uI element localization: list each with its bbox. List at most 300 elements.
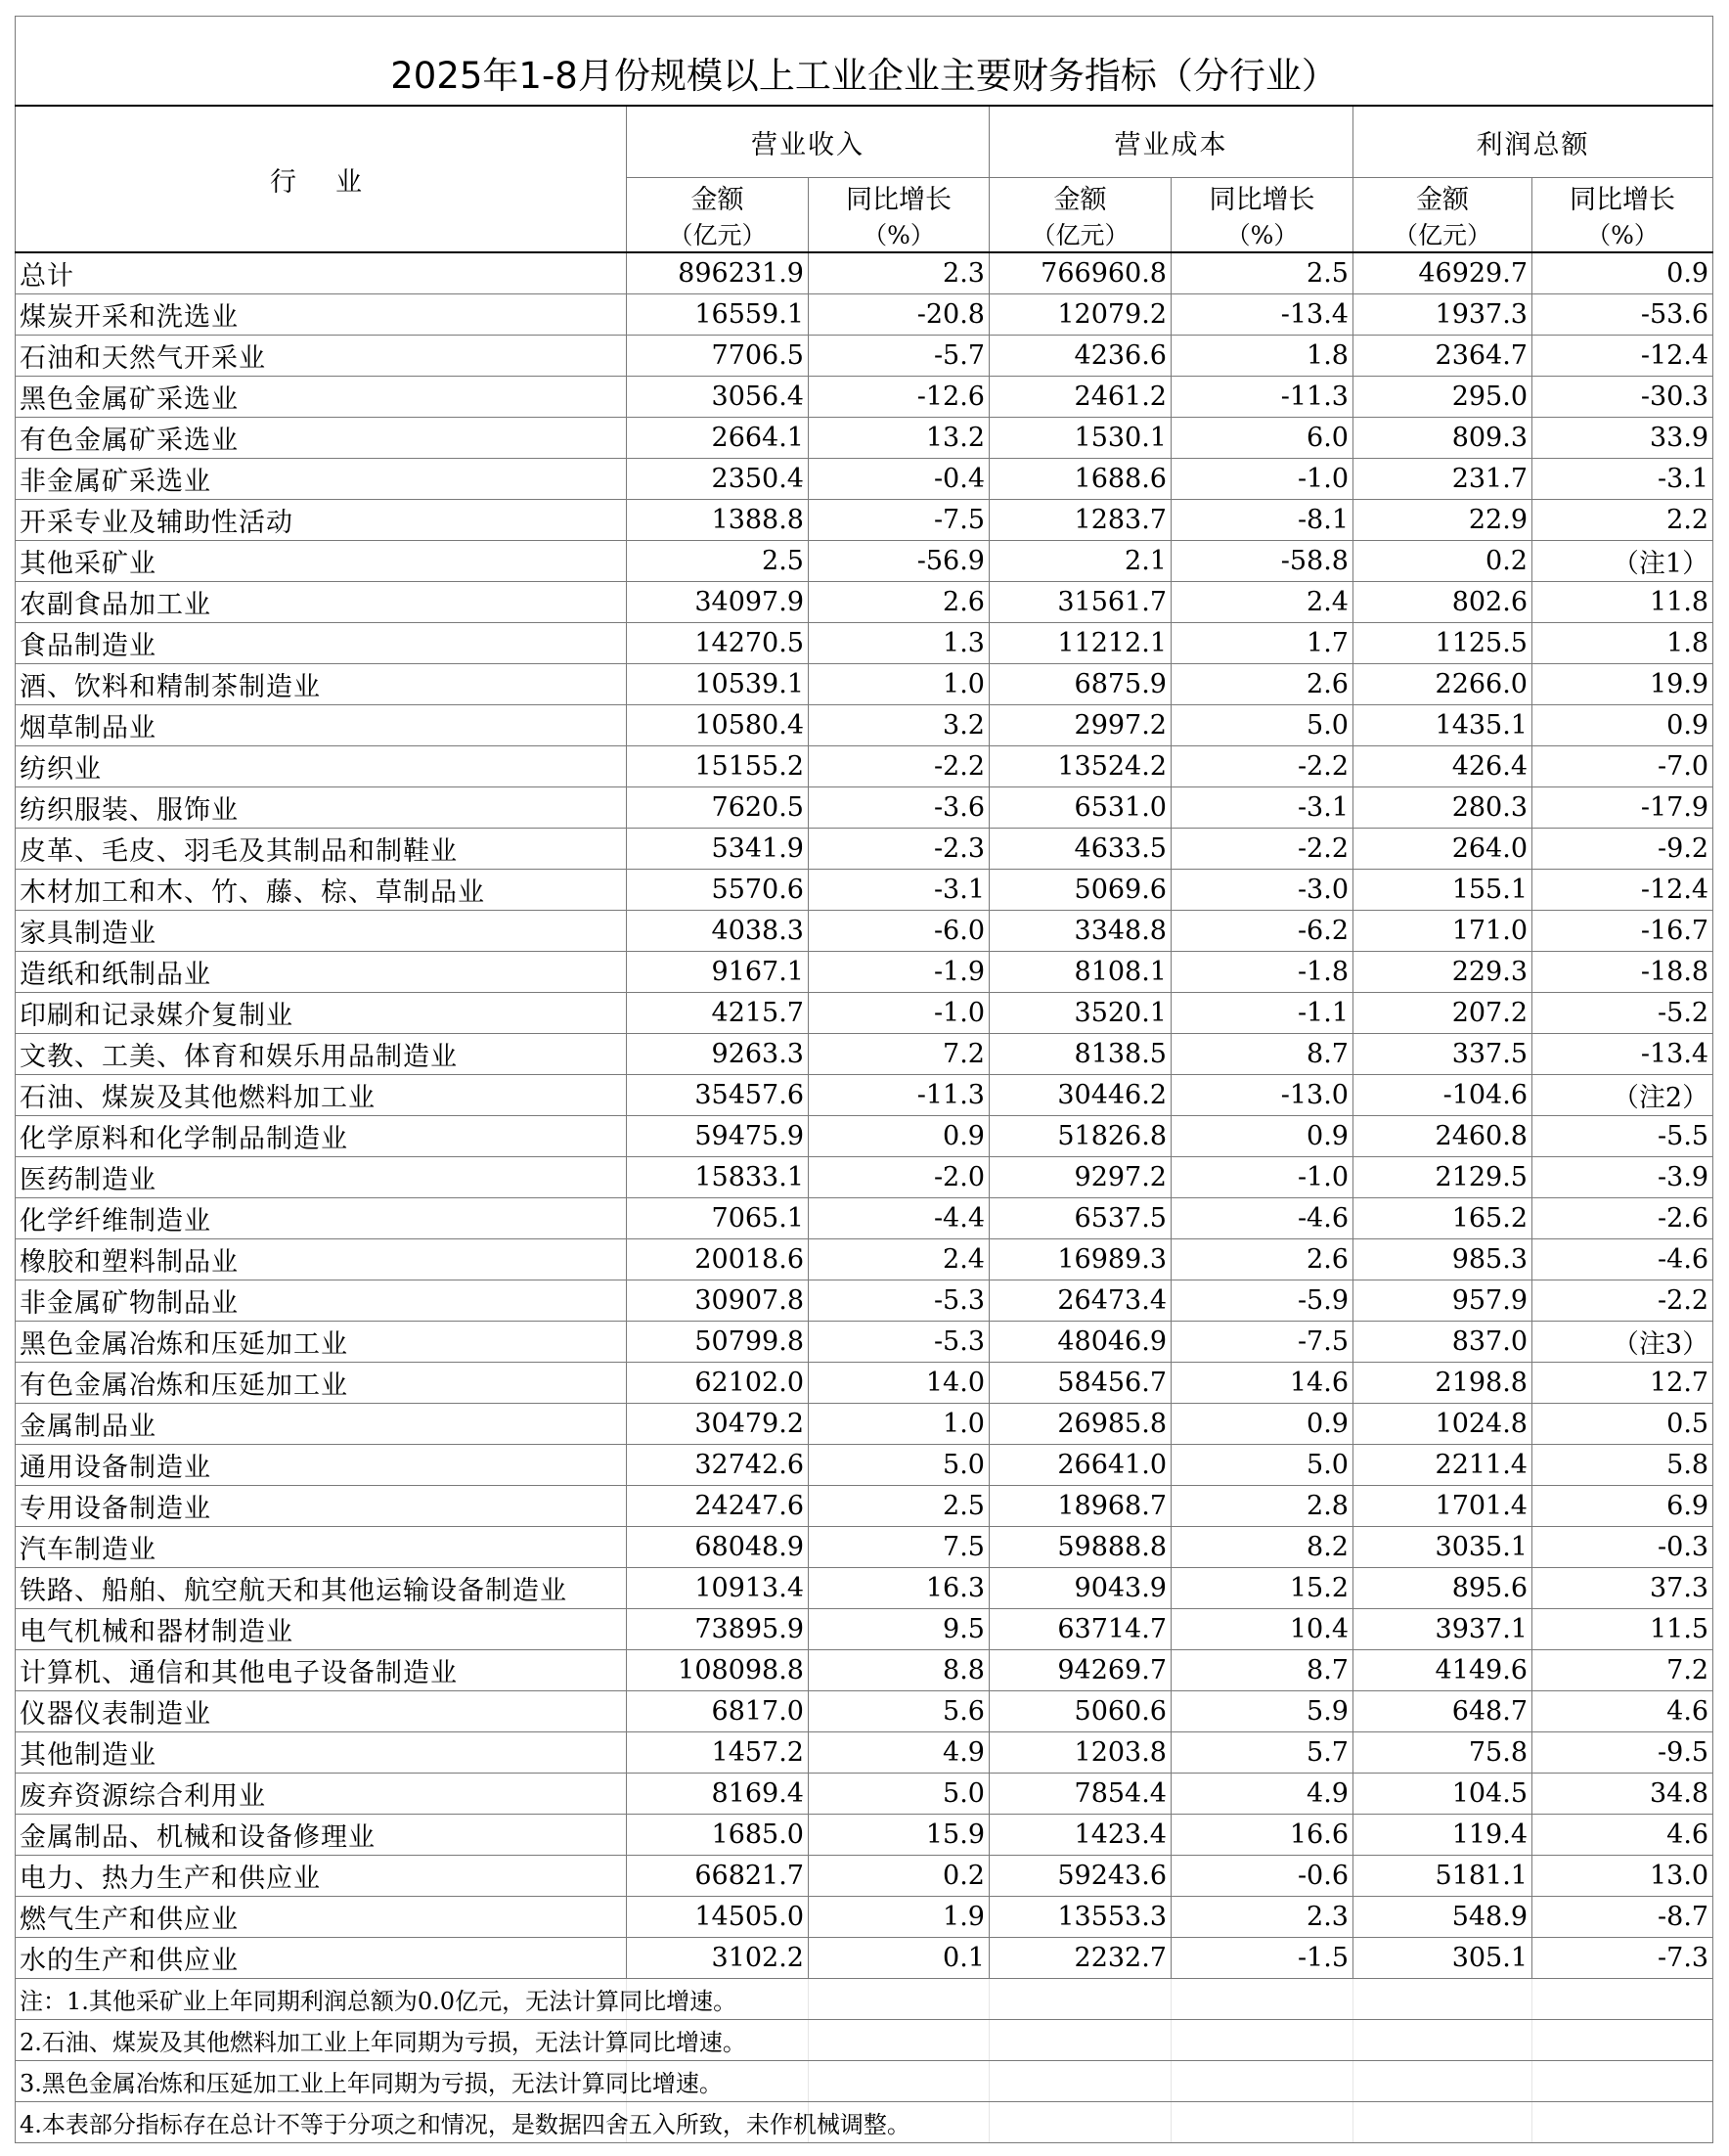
profit-growth-cell: 6.9 (1532, 1486, 1713, 1527)
revenue-amount-cell: 59475.9 (627, 1116, 809, 1157)
table-row (16, 582, 1713, 623)
profit-growth-cell: -12.4 (1532, 336, 1713, 377)
industry-name-cell: 食品制造业 (16, 623, 627, 664)
revenue-growth-cell: 5.0 (809, 1445, 990, 1486)
revenue-growth-cell: 1.9 (809, 1897, 990, 1938)
note-filler (990, 2061, 1172, 2102)
cost-amount-cell: 16989.3 (990, 1239, 1172, 1280)
industry-name-cell: 农副食品加工业 (16, 582, 627, 623)
revenue-growth-cell: -11.3 (809, 1075, 990, 1116)
header-unit: （亿元） (627, 216, 809, 252)
profit-growth-cell: -8.7 (1532, 1897, 1713, 1938)
table-row (16, 1527, 1713, 1568)
table-row (16, 705, 1713, 746)
industry-name-cell: 计算机、通信和其他电子设备制造业 (16, 1650, 627, 1691)
header-unit: （亿元） (1353, 216, 1532, 252)
profit-growth-cell: 12.7 (1532, 1363, 1713, 1404)
header-sub-growth: 同比增长 (809, 178, 990, 217)
note-filler (1532, 2020, 1713, 2061)
profit-growth-cell: -9.5 (1532, 1732, 1713, 1774)
profit-amount-cell: 264.0 (1353, 829, 1532, 870)
note-row (16, 2020, 1713, 2061)
revenue-amount-cell: 5570.6 (627, 870, 809, 911)
cost-growth-cell: 8.7 (1172, 1034, 1353, 1075)
table-row (16, 336, 1713, 377)
cost-amount-cell: 48046.9 (990, 1322, 1172, 1363)
industry-name-cell: 文教、工美、体育和娱乐用品制造业 (16, 1034, 627, 1075)
cost-amount-cell: 1203.8 (990, 1732, 1172, 1774)
profit-amount-cell: 165.2 (1353, 1198, 1532, 1239)
profit-growth-cell: 5.8 (1532, 1445, 1713, 1486)
revenue-growth-cell: 1.0 (809, 1404, 990, 1445)
header-cost: 营业成本 (990, 106, 1353, 178)
header-revenue: 营业收入 (627, 106, 990, 178)
profit-amount-cell: 231.7 (1353, 459, 1532, 500)
header-sub-growth: 同比增长 (1532, 178, 1713, 217)
note-text: 注：1.其他采矿业上年同期利润总额为0.0亿元，无法计算同比增速。 (16, 1979, 627, 2020)
cost-growth-cell: -1.8 (1172, 952, 1353, 993)
cost-growth-cell: 0.9 (1172, 1116, 1353, 1157)
industry-name-cell: 非金属矿采选业 (16, 459, 627, 500)
revenue-amount-cell: 896231.9 (627, 252, 809, 294)
cost-amount-cell: 6875.9 (990, 664, 1172, 705)
revenue-amount-cell: 9263.3 (627, 1034, 809, 1075)
profit-growth-cell: -0.3 (1532, 1527, 1713, 1568)
revenue-amount-cell: 15155.2 (627, 746, 809, 787)
table-row (16, 1650, 1713, 1691)
table-row (16, 952, 1713, 993)
revenue-growth-cell: -2.3 (809, 829, 990, 870)
cost-amount-cell: 63714.7 (990, 1609, 1172, 1650)
profit-growth-cell: 0.9 (1532, 705, 1713, 746)
revenue-amount-cell: 108098.8 (627, 1650, 809, 1691)
revenue-amount-cell: 30907.8 (627, 1280, 809, 1322)
profit-amount-cell: 2211.4 (1353, 1445, 1532, 1486)
profit-growth-cell: -53.6 (1532, 294, 1713, 336)
revenue-amount-cell: 4038.3 (627, 911, 809, 952)
industry-name-cell: 皮革、毛皮、羽毛及其制品和制鞋业 (16, 829, 627, 870)
note-filler (1532, 1979, 1713, 2020)
industry-name-cell: 黑色金属矿采选业 (16, 377, 627, 418)
table-row (16, 1815, 1713, 1856)
profit-growth-cell: 7.2 (1532, 1650, 1713, 1691)
cost-growth-cell: -1.0 (1172, 459, 1353, 500)
profit-growth-cell: （注1） (1532, 541, 1713, 582)
profit-growth-cell: 13.0 (1532, 1856, 1713, 1897)
revenue-growth-cell: 5.0 (809, 1774, 990, 1815)
note-filler (1172, 2061, 1353, 2102)
cost-amount-cell: 58456.7 (990, 1363, 1172, 1404)
profit-amount-cell: 280.3 (1353, 787, 1532, 829)
cost-growth-cell: 8.7 (1172, 1650, 1353, 1691)
profit-amount-cell: 648.7 (1353, 1691, 1532, 1732)
profit-growth-cell: -3.9 (1532, 1157, 1713, 1198)
industry-name-cell: 纺织服装、服饰业 (16, 787, 627, 829)
cost-amount-cell: 7854.4 (990, 1774, 1172, 1815)
revenue-amount-cell: 35457.6 (627, 1075, 809, 1116)
note-filler (1532, 2061, 1713, 2102)
note-filler (1353, 1979, 1532, 2020)
profit-growth-cell: （注3） (1532, 1322, 1713, 1363)
header-sub-amount: 金额 (627, 178, 809, 217)
profit-amount-cell: 837.0 (1353, 1322, 1532, 1363)
header-unit: （%） (1532, 216, 1713, 252)
revenue-amount-cell: 9167.1 (627, 952, 809, 993)
cost-amount-cell: 2997.2 (990, 705, 1172, 746)
revenue-amount-cell: 1388.8 (627, 500, 809, 541)
revenue-growth-cell: 0.2 (809, 1856, 990, 1897)
revenue-growth-cell: 4.9 (809, 1732, 990, 1774)
table-row (16, 911, 1713, 952)
revenue-amount-cell: 7706.5 (627, 336, 809, 377)
cost-amount-cell: 3520.1 (990, 993, 1172, 1034)
revenue-growth-cell: -1.9 (809, 952, 990, 993)
cost-growth-cell: -3.0 (1172, 870, 1353, 911)
revenue-amount-cell: 50799.8 (627, 1322, 809, 1363)
table-row (16, 252, 1713, 294)
industry-name-cell: 金属制品业 (16, 1404, 627, 1445)
revenue-amount-cell: 34097.9 (627, 582, 809, 623)
table-row (16, 623, 1713, 664)
revenue-growth-cell: 3.2 (809, 705, 990, 746)
profit-growth-cell: -30.3 (1532, 377, 1713, 418)
cost-growth-cell: -1.0 (1172, 1157, 1353, 1198)
cost-amount-cell: 13553.3 (990, 1897, 1172, 1938)
revenue-amount-cell: 2664.1 (627, 418, 809, 459)
cost-amount-cell: 31561.7 (990, 582, 1172, 623)
cost-growth-cell: -0.6 (1172, 1856, 1353, 1897)
cost-amount-cell: 94269.7 (990, 1650, 1172, 1691)
table-row (16, 1897, 1713, 1938)
cost-growth-cell: 2.8 (1172, 1486, 1353, 1527)
cost-amount-cell: 6531.0 (990, 787, 1172, 829)
cost-growth-cell: -6.2 (1172, 911, 1353, 952)
profit-amount-cell: 2364.7 (1353, 336, 1532, 377)
profit-amount-cell: 3035.1 (1353, 1527, 1532, 1568)
revenue-growth-cell: 2.5 (809, 1486, 990, 1527)
industry-name-cell: 其他制造业 (16, 1732, 627, 1774)
profit-growth-cell: 0.5 (1532, 1404, 1713, 1445)
cost-amount-cell: 9043.9 (990, 1568, 1172, 1609)
industry-name-cell: 化学纤维制造业 (16, 1198, 627, 1239)
profit-growth-cell: -2.6 (1532, 1198, 1713, 1239)
table-title: 2025年1-8月份规模以上工业企业主要财务指标（分行业） (16, 17, 1713, 107)
industry-name-cell: 石油和天然气开采业 (16, 336, 627, 377)
profit-amount-cell: 171.0 (1353, 911, 1532, 952)
revenue-growth-cell: -1.0 (809, 993, 990, 1034)
table-row (16, 1938, 1713, 1979)
cost-growth-cell: 6.0 (1172, 418, 1353, 459)
header-unit: （%） (809, 216, 990, 252)
profit-growth-cell: -3.1 (1532, 459, 1713, 500)
industry-name-cell: 其他采矿业 (16, 541, 627, 582)
header-profit: 利润总额 (1353, 106, 1713, 178)
revenue-amount-cell: 2350.4 (627, 459, 809, 500)
industry-name-cell: 电气机械和器材制造业 (16, 1609, 627, 1650)
table-row (16, 829, 1713, 870)
industry-name-cell: 开采专业及辅助性活动 (16, 500, 627, 541)
financial-indicators-sheet (15, 16, 1712, 2143)
profit-growth-cell: 34.8 (1532, 1774, 1713, 1815)
industry-name-cell: 非金属矿物制品业 (16, 1280, 627, 1322)
table-row (16, 1075, 1713, 1116)
cost-growth-cell: 1.8 (1172, 336, 1353, 377)
cost-amount-cell: 1283.7 (990, 500, 1172, 541)
industry-name-cell: 通用设备制造业 (16, 1445, 627, 1486)
industry-name-cell: 有色金属冶炼和压延加工业 (16, 1363, 627, 1404)
profit-amount-cell: 207.2 (1353, 993, 1532, 1034)
revenue-amount-cell: 15833.1 (627, 1157, 809, 1198)
note-row (16, 2061, 1713, 2102)
table-row (16, 1034, 1713, 1075)
revenue-growth-cell: 8.8 (809, 1650, 990, 1691)
cost-growth-cell: 5.0 (1172, 705, 1353, 746)
revenue-growth-cell: -12.6 (809, 377, 990, 418)
revenue-growth-cell: 13.2 (809, 418, 990, 459)
note-filler (990, 1979, 1172, 2020)
cost-growth-cell: 14.6 (1172, 1363, 1353, 1404)
revenue-growth-cell: 2.3 (809, 252, 990, 294)
cost-amount-cell: 4236.6 (990, 336, 1172, 377)
industry-name-cell: 木材加工和木、竹、藤、棕、草制品业 (16, 870, 627, 911)
note-filler (1353, 2061, 1532, 2102)
cost-amount-cell: 18968.7 (990, 1486, 1172, 1527)
cost-growth-cell: -13.4 (1172, 294, 1353, 336)
cost-amount-cell: 8108.1 (990, 952, 1172, 993)
industry-name-cell: 造纸和纸制品业 (16, 952, 627, 993)
revenue-growth-cell: 14.0 (809, 1363, 990, 1404)
table-row (16, 746, 1713, 787)
industry-name-cell: 专用设备制造业 (16, 1486, 627, 1527)
profit-growth-cell: 33.9 (1532, 418, 1713, 459)
revenue-growth-cell: 2.6 (809, 582, 990, 623)
cost-growth-cell: -11.3 (1172, 377, 1353, 418)
revenue-growth-cell: 15.9 (809, 1815, 990, 1856)
table-row (16, 1486, 1713, 1527)
cost-growth-cell: 5.7 (1172, 1732, 1353, 1774)
cost-growth-cell: -2.2 (1172, 829, 1353, 870)
revenue-growth-cell: -3.6 (809, 787, 990, 829)
revenue-amount-cell: 6817.0 (627, 1691, 809, 1732)
table-row (16, 787, 1713, 829)
cost-growth-cell: 1.7 (1172, 623, 1353, 664)
note-filler (1353, 2020, 1532, 2061)
profit-growth-cell: -5.5 (1532, 1116, 1713, 1157)
cost-growth-cell: -4.6 (1172, 1198, 1353, 1239)
cost-amount-cell: 5069.6 (990, 870, 1172, 911)
profit-growth-cell: 4.6 (1532, 1691, 1713, 1732)
note-filler (1353, 2102, 1532, 2143)
profit-growth-cell: 19.9 (1532, 664, 1713, 705)
revenue-amount-cell: 1685.0 (627, 1815, 809, 1856)
revenue-amount-cell: 2.5 (627, 541, 809, 582)
table-row (16, 1856, 1713, 1897)
cost-amount-cell: 26641.0 (990, 1445, 1172, 1486)
note-filler (1172, 2020, 1353, 2061)
cost-growth-cell: 2.4 (1172, 582, 1353, 623)
cost-growth-cell: 2.6 (1172, 664, 1353, 705)
table-row (16, 1280, 1713, 1322)
industry-name-cell: 纺织业 (16, 746, 627, 787)
profit-amount-cell: 1125.5 (1353, 623, 1532, 664)
industry-name-cell: 金属制品、机械和设备修理业 (16, 1815, 627, 1856)
revenue-amount-cell: 66821.7 (627, 1856, 809, 1897)
note-filler (1172, 2102, 1353, 2143)
profit-amount-cell: 46929.7 (1353, 252, 1532, 294)
cost-growth-cell: -7.5 (1172, 1322, 1353, 1363)
profit-growth-cell: 4.6 (1532, 1815, 1713, 1856)
cost-growth-cell: 15.2 (1172, 1568, 1353, 1609)
table-row (16, 1568, 1713, 1609)
cost-growth-cell: 2.5 (1172, 252, 1353, 294)
cost-amount-cell: 30446.2 (990, 1075, 1172, 1116)
cost-amount-cell: 59243.6 (990, 1856, 1172, 1897)
profit-growth-cell: -5.2 (1532, 993, 1713, 1034)
revenue-growth-cell: 1.0 (809, 664, 990, 705)
table-row (16, 1774, 1713, 1815)
cost-growth-cell: 2.3 (1172, 1897, 1353, 1938)
profit-growth-cell: （注2） (1532, 1075, 1713, 1116)
note-text: 4.本表部分指标存在总计不等于分项之和情况，是数据四舍五入所致，未作机械调整。 (16, 2102, 627, 2143)
cost-amount-cell: 4633.5 (990, 829, 1172, 870)
profit-amount-cell: 119.4 (1353, 1815, 1532, 1856)
profit-amount-cell: 3937.1 (1353, 1609, 1532, 1650)
header-unit: （亿元） (990, 216, 1172, 252)
profit-amount-cell: 1937.3 (1353, 294, 1532, 336)
revenue-growth-cell: 16.3 (809, 1568, 990, 1609)
profit-growth-cell: 2.2 (1532, 500, 1713, 541)
note-filler (990, 2020, 1172, 2061)
table-row (16, 1322, 1713, 1363)
note-filler (990, 2102, 1172, 2143)
note-text: 2.石油、煤炭及其他燃料加工业上年同期为亏损，无法计算同比增速。 (16, 2020, 627, 2061)
note-filler (809, 2020, 990, 2061)
profit-amount-cell: 1435.1 (1353, 705, 1532, 746)
profit-amount-cell: 2460.8 (1353, 1116, 1532, 1157)
industry-name-cell: 煤炭开采和洗选业 (16, 294, 627, 336)
profit-amount-cell: 22.9 (1353, 500, 1532, 541)
cost-amount-cell: 2461.2 (990, 377, 1172, 418)
cost-growth-cell: 0.9 (1172, 1404, 1353, 1445)
profit-amount-cell: 1024.8 (1353, 1404, 1532, 1445)
revenue-amount-cell: 10580.4 (627, 705, 809, 746)
revenue-amount-cell: 20018.6 (627, 1239, 809, 1280)
profit-amount-cell: 305.1 (1353, 1938, 1532, 1979)
table-row (16, 1732, 1713, 1774)
profit-amount-cell: -104.6 (1353, 1075, 1532, 1116)
profit-amount-cell: 895.6 (1353, 1568, 1532, 1609)
revenue-growth-cell: -2.0 (809, 1157, 990, 1198)
profit-amount-cell: 2266.0 (1353, 664, 1532, 705)
table-row (16, 1157, 1713, 1198)
revenue-amount-cell: 3056.4 (627, 377, 809, 418)
industry-name-cell: 印刷和记录媒介复制业 (16, 993, 627, 1034)
profit-growth-cell: -17.9 (1532, 787, 1713, 829)
cost-amount-cell: 6537.5 (990, 1198, 1172, 1239)
industry-name-cell: 燃气生产和供应业 (16, 1897, 627, 1938)
profit-growth-cell: -18.8 (1532, 952, 1713, 993)
revenue-amount-cell: 14270.5 (627, 623, 809, 664)
revenue-amount-cell: 3102.2 (627, 1938, 809, 1979)
profit-growth-cell: -7.3 (1532, 1938, 1713, 1979)
profit-growth-cell: 0.9 (1532, 252, 1713, 294)
revenue-growth-cell: -56.9 (809, 541, 990, 582)
table-row (16, 1691, 1713, 1732)
profit-amount-cell: 802.6 (1353, 582, 1532, 623)
revenue-amount-cell: 24247.6 (627, 1486, 809, 1527)
cost-growth-cell: -5.9 (1172, 1280, 1353, 1322)
profit-growth-cell: -16.7 (1532, 911, 1713, 952)
profit-amount-cell: 155.1 (1353, 870, 1532, 911)
cost-growth-cell: 2.6 (1172, 1239, 1353, 1280)
table-row (16, 1198, 1713, 1239)
note-row (16, 1979, 1713, 2020)
cost-growth-cell: -13.0 (1172, 1075, 1353, 1116)
industry-name-cell: 石油、煤炭及其他燃料加工业 (16, 1075, 627, 1116)
financial-table (15, 16, 1713, 2143)
revenue-amount-cell: 7620.5 (627, 787, 809, 829)
cost-growth-cell: -1.5 (1172, 1938, 1353, 1979)
table-row (16, 459, 1713, 500)
cost-growth-cell: -1.1 (1172, 993, 1353, 1034)
note-filler (1532, 2102, 1713, 2143)
profit-growth-cell: 37.3 (1532, 1568, 1713, 1609)
industry-name-cell: 电力、热力生产和供应业 (16, 1856, 627, 1897)
revenue-growth-cell: -6.0 (809, 911, 990, 952)
industry-name-cell: 家具制造业 (16, 911, 627, 952)
industry-name-cell: 汽车制造业 (16, 1527, 627, 1568)
profit-amount-cell: 104.5 (1353, 1774, 1532, 1815)
profit-growth-cell: 11.8 (1532, 582, 1713, 623)
profit-growth-cell: -2.2 (1532, 1280, 1713, 1322)
industry-name-cell: 医药制造业 (16, 1157, 627, 1198)
note-filler (809, 2061, 990, 2102)
revenue-growth-cell: 0.1 (809, 1938, 990, 1979)
revenue-amount-cell: 10913.4 (627, 1568, 809, 1609)
revenue-amount-cell: 8169.4 (627, 1774, 809, 1815)
cost-amount-cell: 9297.2 (990, 1157, 1172, 1198)
revenue-growth-cell: 9.5 (809, 1609, 990, 1650)
revenue-amount-cell: 32742.6 (627, 1445, 809, 1486)
profit-amount-cell: 5181.1 (1353, 1856, 1532, 1897)
table-row (16, 294, 1713, 336)
cost-amount-cell: 2.1 (990, 541, 1172, 582)
table-row (16, 1363, 1713, 1404)
industry-name-cell: 酒、饮料和精制茶制造业 (16, 664, 627, 705)
table-row (16, 1404, 1713, 1445)
revenue-growth-cell: -5.3 (809, 1280, 990, 1322)
revenue-growth-cell: -5.3 (809, 1322, 990, 1363)
table-row (16, 1609, 1713, 1650)
revenue-amount-cell: 73895.9 (627, 1609, 809, 1650)
cost-amount-cell: 12079.2 (990, 294, 1172, 336)
cost-growth-cell: -3.1 (1172, 787, 1353, 829)
cost-growth-cell: -2.2 (1172, 746, 1353, 787)
cost-amount-cell: 5060.6 (990, 1691, 1172, 1732)
revenue-growth-cell: -3.1 (809, 870, 990, 911)
profit-amount-cell: 2198.8 (1353, 1363, 1532, 1404)
profit-growth-cell: -4.6 (1532, 1239, 1713, 1280)
industry-name-cell: 有色金属矿采选业 (16, 418, 627, 459)
header-industry: 行业 (16, 106, 627, 252)
revenue-amount-cell: 16559.1 (627, 294, 809, 336)
profit-amount-cell: 985.3 (1353, 1239, 1532, 1280)
industry-name-cell: 仪器仪表制造业 (16, 1691, 627, 1732)
profit-amount-cell: 229.3 (1353, 952, 1532, 993)
header-sub-amount: 金额 (990, 178, 1172, 217)
table-row (16, 541, 1713, 582)
revenue-growth-cell: -0.4 (809, 459, 990, 500)
